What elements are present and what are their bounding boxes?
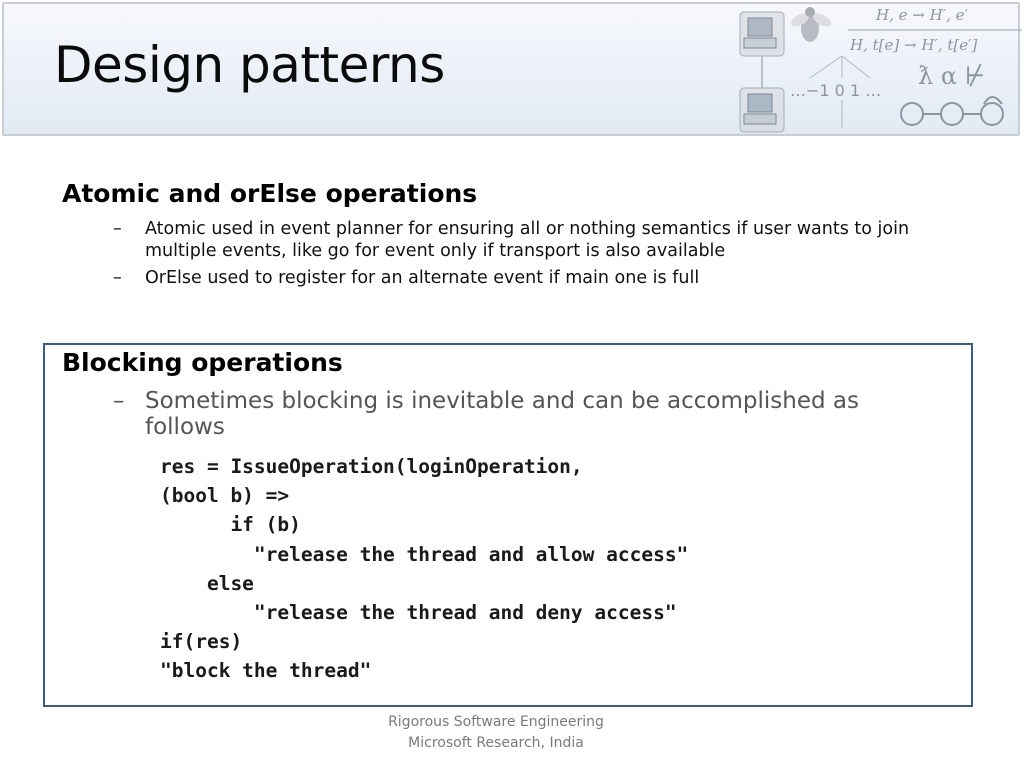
code-line: if(res) (160, 630, 243, 654)
section-heading-atomic: Atomic and orElse operations (62, 179, 478, 208)
footer-line-1: Rigorous Software Engineering (388, 714, 604, 730)
number-line: …−1 0 1 … (790, 81, 882, 100)
slide-title: Design patterns (54, 36, 445, 94)
bullet-atomic (113, 218, 955, 262)
bullet-dash: – (113, 388, 125, 414)
bullet-orelse (113, 267, 955, 289)
code-line: res = IssueOperation(loginOperation, (160, 455, 583, 478)
computer-icon (740, 88, 784, 132)
code-line: "release the thread and allow access" (160, 542, 689, 566)
bullet-blocking (113, 388, 925, 440)
code-line: "release the thread and deny access" (160, 601, 677, 625)
greek-symbols: ƛ α ⊬ (918, 62, 986, 90)
bullet-dash: – (113, 219, 122, 239)
bullet-dash: – (113, 268, 122, 288)
bullet-atomic-text: Atomic used in event planner for ensuring all or nothing semantics if user wants to join multiple events, like go for event only if transport is also available (145, 219, 910, 261)
footer-line-2: Microsoft Research, India (408, 735, 584, 751)
code-line: "block the thread" (160, 659, 372, 683)
bullet-blocking-text: Sometimes blocking is inevitable and can be accomplished as follows (145, 388, 859, 440)
automaton-diagram (901, 97, 1003, 125)
code-block (160, 452, 688, 686)
computer-icon (740, 12, 784, 56)
code-line: (bool b) => (160, 484, 290, 508)
slide-footer (350, 712, 642, 754)
bullet-orelse-text: OrElse used to register for an alternate event if main one is full (145, 268, 700, 288)
formula-top: H, e → H′, e′ (876, 6, 968, 24)
bug-icon (789, 7, 833, 42)
section-heading-blocking: Blocking operations (62, 348, 343, 377)
code-line: if (b) (160, 513, 301, 537)
header-decoration (730, 0, 1022, 138)
formula-bottom: H, t[e] → H′, t[e′] (850, 36, 978, 54)
code-line: else (160, 571, 254, 595)
